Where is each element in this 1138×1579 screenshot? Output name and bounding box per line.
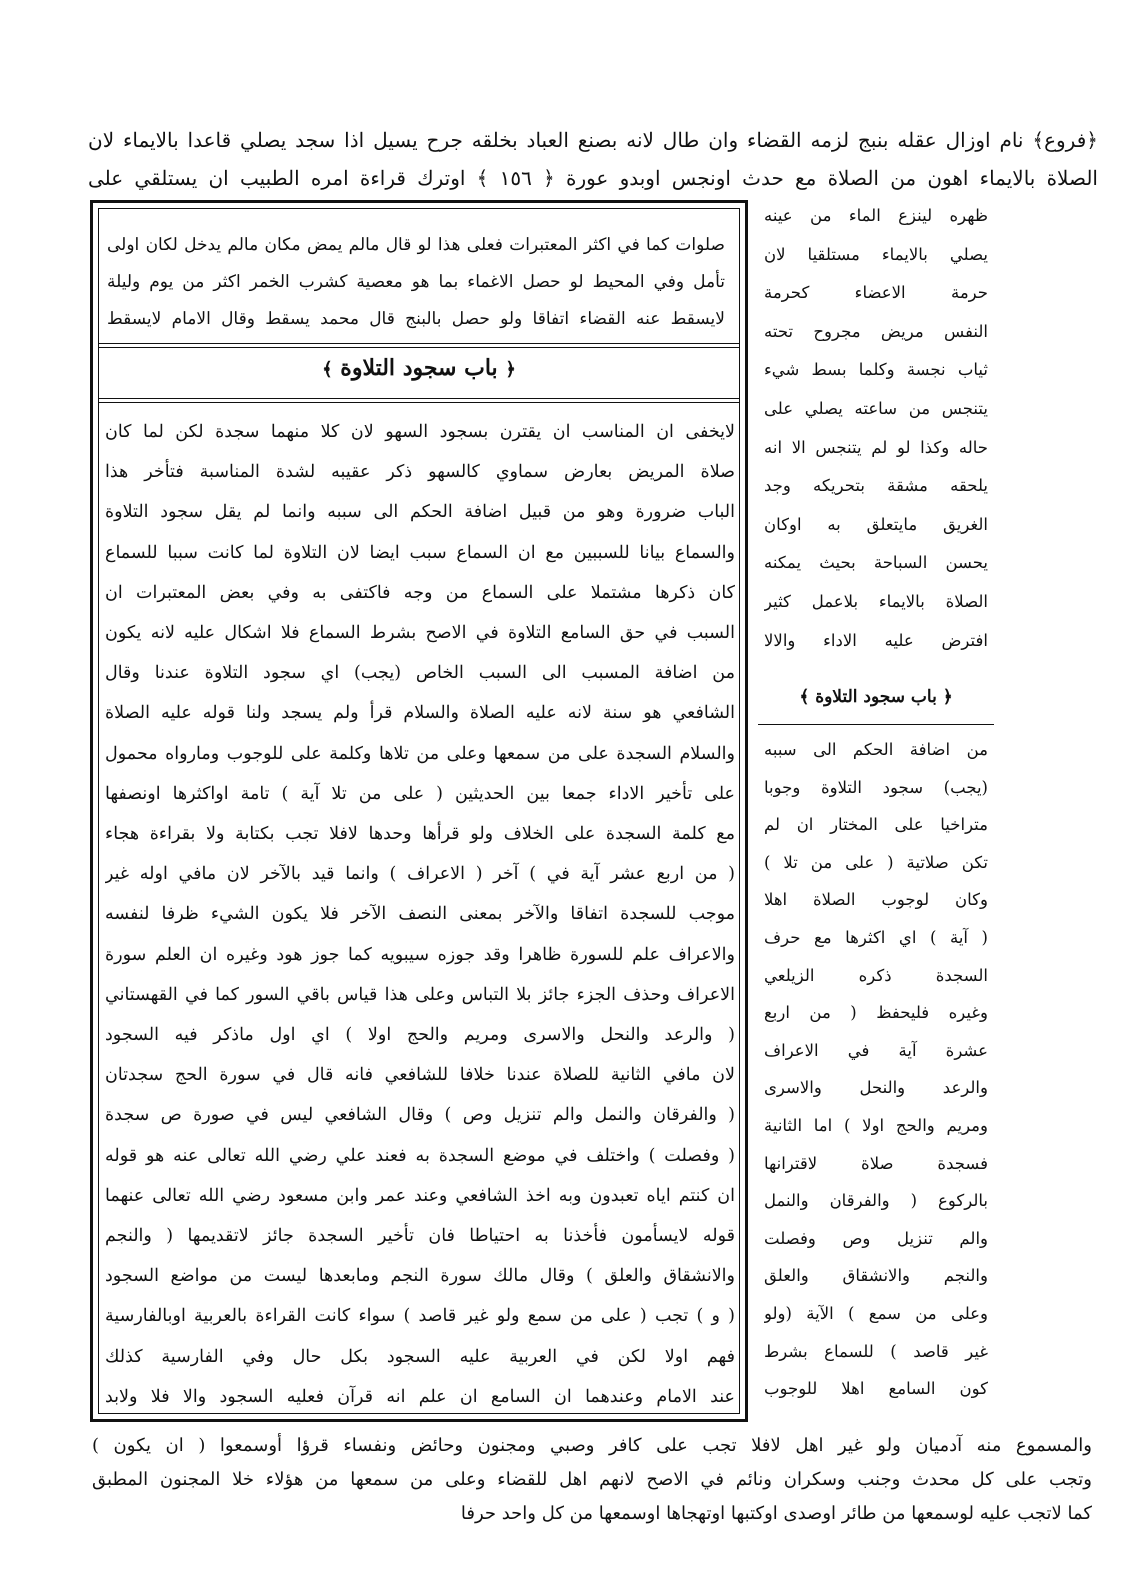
box-line-1: صلوات كما في اكثر المعتبرات فعلى هذا لو قال مالم يمض مكان مالم يدخل لكان اولى (107, 235, 725, 255)
side-chapter-title: ﴿ باب سجود التلاوة ﴾ (799, 687, 953, 707)
side-text-line: الغريق مايتعلق به اوكان (764, 514, 988, 534)
side-text-line: يلحقه مشقة بتحريكه وجد (764, 476, 988, 496)
footer-line-1: والمسموع منه آدميان ولو غير اهل لافلا تجب على كافر وصبي ومجنون وحائض ونفساء قرؤا أوسمعوا ( ان يكون ) (92, 1435, 1092, 1456)
side-text-line: يحسن السباحة بحيث يمكنه (764, 553, 988, 573)
side-text-line: ( آية ) اي اكثرها مع حرف (764, 928, 988, 947)
box-divider-top (98, 343, 740, 348)
side-text-line: والنجم والانشقاق والعلق (764, 1266, 988, 1286)
side-text-line: حاله وكذا لو لم يتنجس الا انه (764, 437, 988, 457)
side-text-line: ظهره لينزع الماء من عينه (764, 206, 988, 225)
main-frame (90, 200, 748, 1422)
header-line-2: الصلاة بالايماء اهون من الصلاة مع حدث اونجس اوبدو عورة ﴿ ١٥٦ ﴾ اوترك قراءة امره الطبيب ان يستلقي على (88, 166, 1098, 190)
main-text-line: الشافعي هو سنة لانه عليه الصلاة والسلام قرأ ولم يسجد ولنا قوله عليه الصلاة (105, 703, 735, 724)
main-text-line: فهم اولا لكن في العربية عليه السجود بكل حال وفي الفارسية كذلك (105, 1346, 735, 1367)
side-divider (758, 724, 994, 725)
main-text-line: ان كنتم اياه تعبدون وبه اخذ الشافعي وعند عمر وابن مسعود رضي الله تعالى عنهما (105, 1185, 735, 1206)
main-text-line: على تأخير الاداء جمعا بين الحديثين ( على من تلا آية ) تامة اواكثرها اونصفها (105, 783, 735, 804)
main-text-line: والسماع بيانا للسببين مع ان السماع سبب ايضا لان التلاوة لما كانت سببا للسماع (105, 542, 735, 563)
side-text-line: من اضافة الحكم الى سببه (764, 740, 988, 759)
main-text-line: الاعراف وحذف الجزء جائز بلا التباس وعلى هذا قياس باقي السور كما في القهستاني (105, 984, 735, 1005)
main-text-line: والانشقاق والعلق ) وقال مالك سورة النجم ومابعدها ليست من مواضع السجود (105, 1266, 735, 1287)
main-text-line: لايخفى ان المناسب ان يقترن بسجود السهو لان كلا منهما سجدة لكن لما كان (105, 422, 735, 442)
box-line-3: لايسقط عنه القضاء اتفاقا ولو حصل بالبنج قال محمد يسقط وقال الامام لايسقط (107, 309, 725, 329)
side-text-line: كون السامع اهلا للوجوب (764, 1379, 988, 1399)
footer-line-2: وتجب على كل محدث وجنب وسكران ونائم في الاصح لانهم اهل للقضاء وعلى من سمعها من هؤلاء خلا المجنون المطبق (92, 1469, 1092, 1490)
main-text-line: السبب في حق السامع التلاوة في الاصح بشرط السماع فلا اشكال عليه لانه يكون (105, 623, 735, 643)
ornament-right-icon: ﴾ (322, 359, 333, 380)
side-text-line: السجدة ذكره الزيلعي (764, 965, 988, 985)
chapter-title (93, 355, 745, 381)
main-text-line: الباب ضرورة وهو من قبيل اضافة الحكم الى سببه وانما لم يقل سجود التلاوة (105, 502, 735, 523)
side-text-line: عشرة آية في الاعراف (764, 1040, 988, 1060)
side-text-line: يتنجس من ساعته يصلي على (764, 399, 988, 418)
side-text-line: فسجدة صلاة لاقترانها (764, 1153, 988, 1173)
main-text-line: ( والفرقان والنمل والم تنزيل وص ) وقال الشافعي ليس في صورة ص سجدة (105, 1105, 735, 1126)
side-text-line: تكن صلاتية ( على من تلا ) (764, 852, 988, 872)
main-text-line: ( و ) تجب ( على من سمع ولو غير قاصد ) سواء كانت القراءة بالعربية اوبالفارسية (105, 1306, 735, 1327)
main-text-line: موجب للسجدة اتفاقا والآخر بمعنى النصف الآخر فلا يكون الشيء ظرفا لنفسه (105, 904, 735, 925)
chapter-title-text: باب سجود التلاوة (340, 355, 498, 381)
main-text-line: والسلام السجدة على من سمعها وعلى من تلاها وكلمة على للوجوب ومارواه محمول (105, 743, 735, 764)
side-text-line: وكان لوجوب الصلاة اهلا (764, 890, 988, 910)
side-text-line: حرمة الاعضاء كحرمة (764, 283, 988, 303)
box-line-2: تأمل وفي المحيط لو حصل الاغماء بما هو معصية كشرب الخمر اكثر من يوم وليلة (107, 272, 725, 292)
main-text-line: صلاة المريض بعارض سماوي كالسهو ذكر عقيبه لشدة المناسبة فتأخر هذا (105, 462, 735, 483)
side-text-line: ثياب نجسة وكلما بسط شيء (764, 360, 988, 380)
main-text-line: لان مافي الثانية للصلاة عندنا خلافا للشافعي فانه قال في سورة الحج سجدتان (105, 1065, 735, 1086)
box-divider-bottom (98, 398, 740, 403)
main-text-line: ( وفصلت ) واختلف في موضع السجدة به فعند علي رضي الله تعالى عنه هو قوله (105, 1145, 735, 1166)
side-text-line: يصلي بالايماء مستلقيا لان (764, 244, 988, 264)
side-text-line: وغيره فليحفظ ( من اربع (764, 1003, 988, 1023)
main-text-line: قوله لايسأمون فأخذنا به احتياطا فان تأخير السجدة جائز لاتقديمها ( والنجم (105, 1226, 735, 1246)
side-text-line: متراخيا على المختار ان لم (764, 815, 988, 835)
side-text-line: (يجب) سجود التلاوة وجوبا (764, 777, 988, 797)
side-text-line: بالركوع ( والفرقان والنمل (764, 1191, 988, 1211)
side-text-line: وعلى من سمع ) الآية (ولو (764, 1304, 988, 1323)
side-text-line: غير قاصد ) للسماع بشرط (764, 1341, 988, 1361)
ornament-left-icon: ﴿ (505, 359, 516, 380)
footer-line-3: كما لاتجب عليه لوسمعها من طائر اوصدى اوكتبها اوتهجاها اوسمعها من كل واحد حرفا (460, 1503, 1092, 1524)
side-text-line: الصلاة بالايماء بلاعمل كثير (764, 592, 988, 611)
side-text-line: والرعد والنحل والاسرى (764, 1078, 988, 1098)
side-text-line: ومريم والحج اولا ) اما الثانية (764, 1116, 988, 1135)
main-text-line: من اضافة المسبب الى السبب الخاص (يجب) اي سجود التلاوة عندنا وقال (105, 663, 735, 684)
main-text-line: والاعراف علم للسورة ظاهرا وقد جوزه سيبويه كما جوز هود وغيره ان العلم سورة (105, 944, 735, 965)
header-line-1: ﴿فروع﴾ نام اوزال عقله بنبج لزمه القضاء وان طال لانه بصنع العباد بخلقه جرح يسيل اذا سجد يصلي قاعدا بالايماء لان (88, 128, 1098, 152)
main-text-line: ( من اربع عشر آية في ) آخر ( الاعراف ) وانما قيد بالآخر لان مافي اوله غير (105, 864, 735, 885)
side-text-line: افترض عليه الاداء والالا (764, 630, 988, 650)
main-text-line: كان ذكرها مشتملا على السماع من وجه فاكتفى به وفي بعض المعتبرات ان (105, 582, 735, 603)
main-text-line: مع كلمة السجدة على الخلاف ولو قرأها وحدها لافلا تجب بكتابة ولا بقراءة هجاء (105, 824, 735, 844)
side-text-line: النفس مريض مجروح تحته (764, 321, 988, 341)
main-text-line: عند الامام وعندهما ان السامع ان علم انه قرآن فعليه السجود والا فلا ولابد (105, 1386, 735, 1407)
main-text-line: ( والرعد والنحل والاسرى ومريم والحج اولا ) اي اول ماذكر فيه السجود (105, 1025, 735, 1045)
side-text-line: والم تنزيل وص وفصلت (764, 1228, 988, 1248)
